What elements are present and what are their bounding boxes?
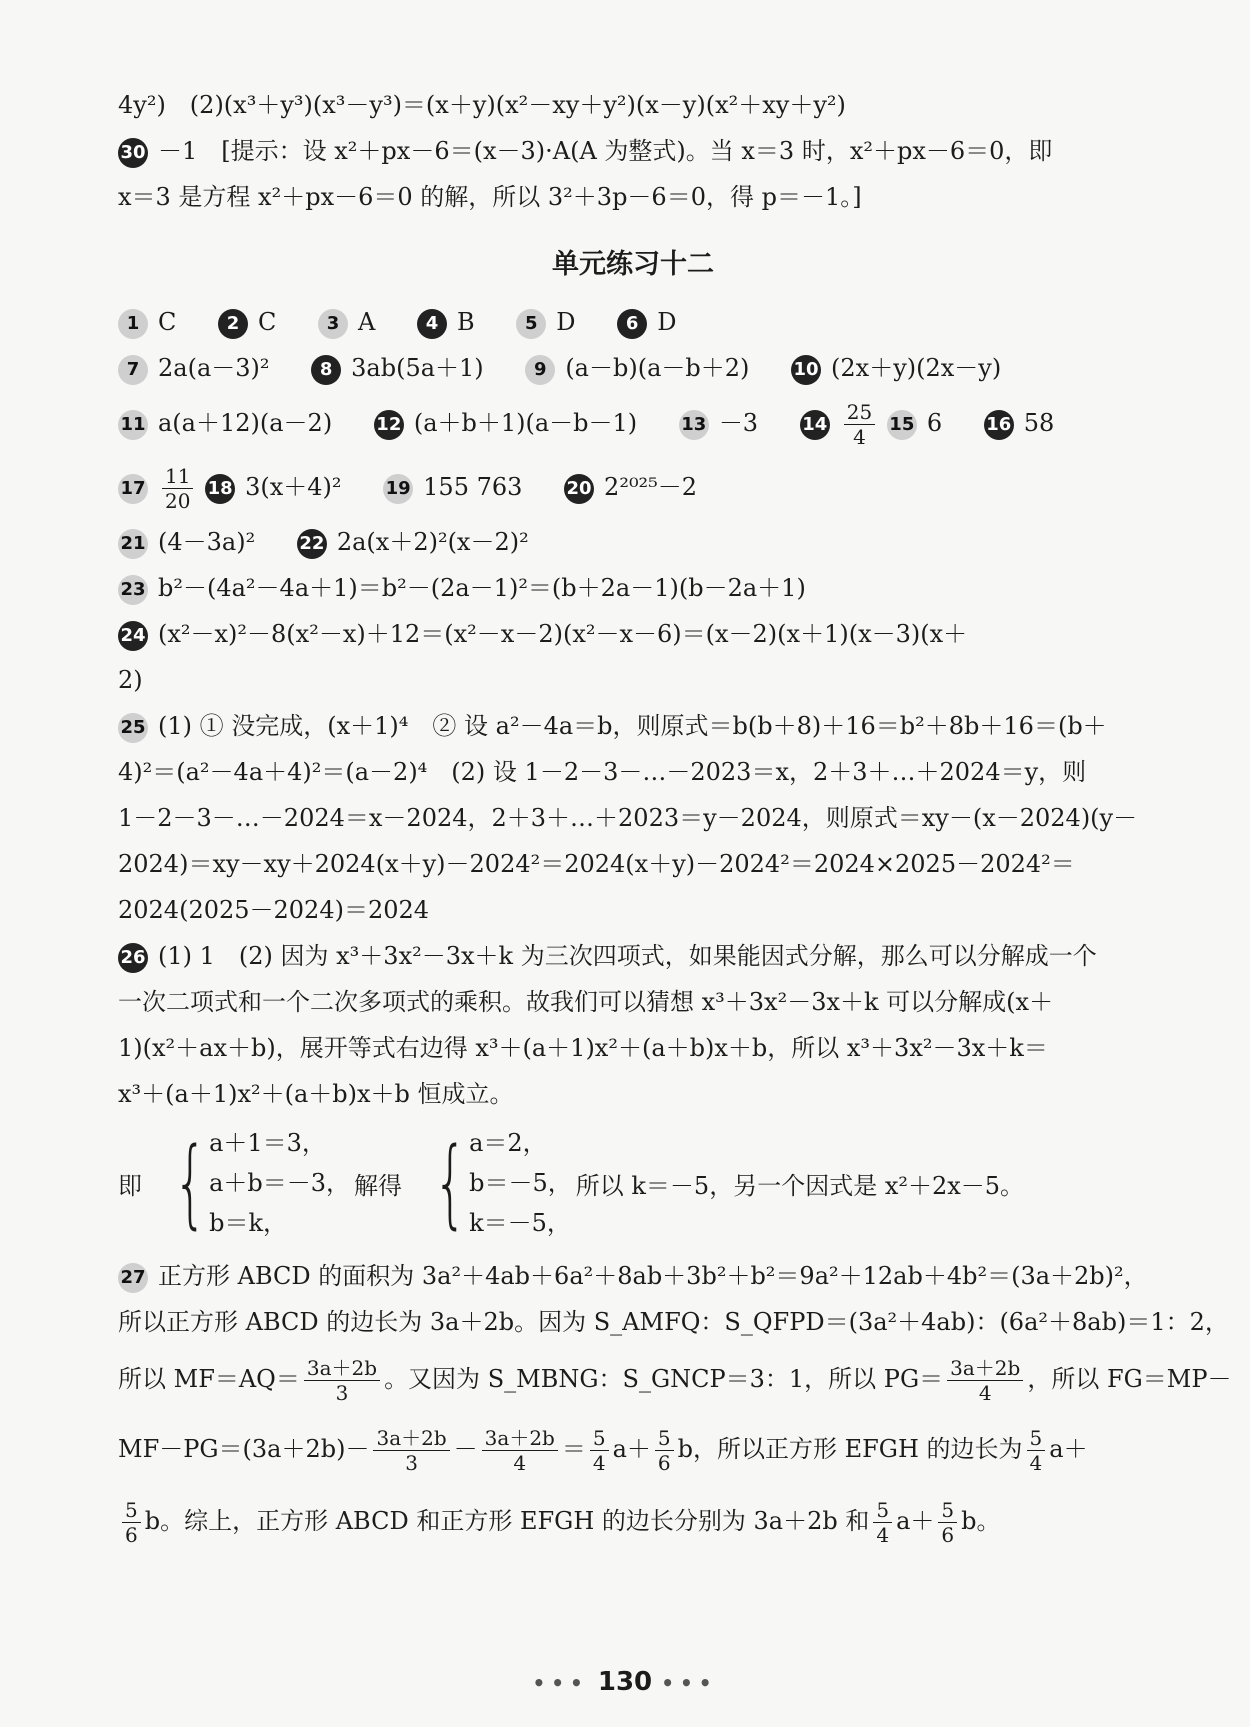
question-number-badge: 16 — [984, 410, 1014, 440]
answer-25-line-2: 4)²＝(a²－4a＋4)²＝(a－2)⁴ (2) 设 1－2－3－…－2023＝x，2＋3＋…＋2024＝y，则 — [118, 758, 1087, 786]
page-number-footer — [0, 1667, 1250, 1697]
answer-text: 3ab(5a＋1) — [351, 354, 484, 382]
denominator: 6 — [941, 1523, 955, 1547]
answer-24 — [118, 611, 1148, 657]
answer-text: C — [258, 308, 277, 336]
question-number-badge: 26 — [118, 943, 148, 973]
question-number-badge: 18 — [205, 474, 235, 504]
conclusion-text: 所以 k＝－5，另一个因式是 x²＋2x－5。 — [575, 1171, 1025, 1200]
denominator: 4 — [592, 1451, 606, 1475]
answer-text: A — [358, 308, 376, 336]
text-segment: ，所以 FG＝MP－ — [1027, 1365, 1232, 1393]
denominator: 3 — [405, 1451, 418, 1475]
denominator: 3 — [335, 1381, 349, 1405]
denominator: 6 — [657, 1451, 671, 1475]
answer-row-5 — [118, 519, 1148, 565]
fraction — [304, 1356, 380, 1405]
equation-system-row — [118, 1123, 1148, 1243]
question-number-badge: 11 — [118, 410, 148, 440]
text-segment: a＋ — [612, 1435, 651, 1463]
question-number-badge: 30 — [118, 138, 148, 168]
question-number-badge: 27 — [118, 1263, 148, 1293]
right-dots-icon: ••• — [661, 1671, 718, 1695]
answer-26-line-2: 一次二项式和一个二次多项式的乘积。故我们可以猜想 x³＋3x²－3x＋k 可以分解成(x＋ — [118, 988, 1054, 1016]
answer-row-2 — [118, 345, 1148, 391]
numerator: 5 — [938, 1498, 957, 1523]
denominator: 6 — [125, 1523, 138, 1547]
fraction — [655, 1426, 674, 1475]
answer-23 — [118, 565, 1148, 611]
question-number-badge: 21 — [118, 529, 148, 559]
numerator: 5 — [590, 1426, 609, 1451]
equation-system-2 — [406, 1123, 572, 1243]
answer-text: (a＋b＋1)(a－b－1) — [413, 409, 638, 437]
question-number-badge: 10 — [791, 355, 821, 385]
question-number-badge: 4 — [417, 309, 447, 339]
answer-text: C — [158, 308, 177, 336]
answer-row-3 — [118, 391, 1148, 455]
answer-text: 2a(a－3)² — [158, 354, 270, 382]
answer-25-line-4: 2024)＝xy－xy＋2024(x＋y)－2024²＝2024(x＋y)－2024²＝2024×2025－2024²＝ — [118, 850, 1075, 878]
answer-30-continued: x＝3 是方程 x²＋px－6＝0 的解，所以 3²＋3p－6＝0，得 p＝－1。] — [118, 183, 862, 211]
question-number-badge: 23 — [118, 575, 148, 605]
answer-text: 2²⁰²⁵－2 — [604, 473, 698, 501]
jiede-label: 解得 — [354, 1171, 403, 1200]
fraction — [590, 1426, 609, 1475]
question-number-badge: 25 — [118, 713, 148, 743]
question-number-badge: 1 — [118, 309, 148, 339]
answer-text: (1) 1 (2) 因为 x³＋3x²－3x＋k 为三次四项式，如果能因式分解，那么可以分解成一个 — [158, 942, 1097, 970]
numerator: 5 — [1027, 1426, 1046, 1451]
answer-text: －1 [提示：设 x²＋px－6＝(x－3)·A(A 为整式)。当 x＝3 时，x²＋px－6＝0，即 — [158, 137, 1053, 165]
answer-text: 2a(x＋2)²(x－2)² — [336, 528, 529, 556]
denominator: 4 — [853, 425, 866, 449]
text-segment: ＝ — [561, 1435, 586, 1463]
answer-text: (a－b)(a－b＋2) — [565, 354, 750, 382]
text-segment: MF－PG＝(3a＋2b)－ — [118, 1435, 370, 1463]
fraction — [947, 1356, 1023, 1405]
answer-text: b²－(4a²－4a＋1)＝b²－(2a－1)²＝(b＋2a－1)(b－2a＋1) — [158, 574, 806, 602]
ji-label: 即 — [118, 1171, 142, 1200]
equation: a＝2， — [469, 1129, 547, 1157]
equation: b＝k， — [209, 1209, 287, 1237]
answer-row-1 — [118, 299, 1148, 345]
answer-row-4 — [118, 455, 1148, 519]
answer-text: (x²－x)²－8(x²－x)＋12＝(x²－x－2)(x²－x－6)＝(x－2)(x＋1)(x－3)(x＋ — [158, 620, 968, 648]
denominator: 4 — [876, 1523, 890, 1547]
fraction — [873, 1498, 892, 1547]
text-segment: b。 — [961, 1507, 1001, 1535]
numerator: 3a＋2b — [304, 1356, 380, 1381]
answer-26-line-4: x³＋(a＋1)x²＋(a＋b)x＋b 恒成立。 — [118, 1080, 514, 1108]
equation: a＋1＝3， — [209, 1129, 326, 1157]
answer-30 — [118, 128, 1148, 174]
question-number-badge: 8 — [311, 355, 341, 385]
text-segment: b，所以正方形 EFGH 的边长为 — [677, 1435, 1023, 1463]
equation: b＝－5， — [469, 1169, 572, 1197]
fraction — [162, 464, 193, 513]
equation: k＝－5， — [469, 1209, 571, 1237]
answer-27-line-4 — [118, 1413, 1148, 1485]
fraction — [938, 1498, 957, 1547]
answer-27 — [118, 1253, 1148, 1299]
answer-text: (1) ① 没完成，(x＋1)⁴ ② 设 a²－4a＝b，则原式＝b(b＋8)＋16＝b²＋8b＋16＝(b＋ — [158, 712, 1107, 740]
left-dots-icon: ••• — [532, 1671, 589, 1695]
question-number-badge: 9 — [525, 355, 555, 385]
question-number-badge: 3 — [318, 309, 348, 339]
question-number-badge: 24 — [118, 621, 148, 651]
fraction — [482, 1426, 558, 1475]
denominator: 4 — [1029, 1451, 1043, 1475]
answer-text: 正方形 ABCD 的面积为 3a²＋4ab＋6a²＋8ab＋3b²＋b²＝9a²＋12ab＋4b²＝(3a＋2b)²， — [158, 1262, 1148, 1290]
text-segment: 。又因为 S_MBNG：S_GNCP＝3：1，所以 PG＝ — [384, 1365, 944, 1393]
left-brace-icon: { — [173, 1127, 208, 1239]
answer-24-continued: 2) — [118, 666, 143, 694]
answer-text: 58 — [1023, 409, 1055, 437]
question-number-badge: 17 — [118, 474, 148, 504]
answer-25 — [118, 703, 1148, 749]
answer-25-line-5: 2024(2025－2024)＝2024 — [118, 896, 430, 924]
numerator: 25 — [844, 400, 875, 425]
answer-text: 6 — [926, 409, 943, 437]
question-number-badge: 7 — [118, 355, 148, 385]
answer-27-line-5 — [118, 1485, 1148, 1557]
question-number-badge: 14 — [800, 410, 830, 440]
text-segment: － — [453, 1435, 478, 1463]
numerator: 5 — [873, 1498, 892, 1523]
answer-27-line-3 — [118, 1345, 1232, 1413]
equation-system-1 — [146, 1123, 350, 1243]
numerator: 5 — [122, 1498, 141, 1523]
left-brace-icon: { — [433, 1127, 468, 1239]
answer-26 — [118, 933, 1148, 979]
answer-text: 3(x＋4)² — [245, 473, 342, 501]
question-number-badge: 6 — [617, 309, 647, 339]
answer-text: －3 — [718, 409, 759, 437]
answer-text: D — [556, 308, 576, 336]
section-title: 单元练习十二 — [552, 249, 714, 280]
answer-text: a(a＋12)(a－2) — [158, 409, 333, 437]
numerator: 3a＋2b — [947, 1356, 1023, 1381]
denominator: 20 — [165, 489, 191, 513]
answer-text: (4－3a)² — [158, 528, 256, 556]
question-number-badge: 12 — [374, 410, 404, 440]
question-number-badge: 22 — [297, 529, 327, 559]
page-number: 130 — [597, 1667, 653, 1697]
question-number-badge: 20 — [564, 474, 594, 504]
text-segment: b。综上，正方形 ABCD 和正方形 EFGH 的边长分别为 3a＋2b 和 — [144, 1507, 870, 1535]
text-segment: a＋ — [896, 1507, 935, 1535]
answer-text: (2x＋y)(2x－y) — [831, 354, 1002, 382]
denominator: 4 — [978, 1381, 992, 1405]
numerator: 11 — [162, 464, 193, 489]
equation: a＋b＝－3， — [209, 1169, 351, 1197]
page-content — [118, 82, 1232, 1557]
question-number-badge: 5 — [516, 309, 546, 339]
text-segment: 所以 MF＝AQ＝ — [118, 1365, 300, 1393]
answer-text: 155 763 — [423, 473, 523, 501]
question-number-badge: 15 — [887, 410, 917, 440]
question-number-badge: 19 — [383, 474, 413, 504]
continued-answer-line: 4y²) (2)(x³＋y³)(x³－y³)＝(x＋y)(x²－xy＋y²)(x－y)(x²＋xy＋y²) — [118, 91, 846, 119]
numerator: 5 — [655, 1426, 674, 1451]
numerator: 3a＋2b — [373, 1426, 449, 1451]
answer-25-line-3: 1－2－3－…－2024＝x－2024，2＋3＋…＋2023＝y－2024，则原式＝xy－(x－2024)(y－ — [118, 804, 1138, 832]
fraction — [122, 1498, 141, 1547]
fraction — [844, 400, 875, 449]
fraction — [373, 1426, 449, 1475]
numerator: 3a＋2b — [482, 1426, 558, 1451]
answer-26-line-3: 1)(x²＋ax＋b)，展开等式右边得 x³＋(a＋1)x²＋(a＋b)x＋b，所以 x³＋3x²－3x＋k＝ — [118, 1034, 1048, 1062]
denominator: 4 — [513, 1451, 527, 1475]
answer-text: D — [657, 308, 677, 336]
answer-27-line-2: 所以正方形 ABCD 的边长为 3a＋2b。因为 S_AMFQ：S_QFPD＝(3a²＋4ab)：(6a²＋8ab)＝1：2， — [118, 1308, 1229, 1336]
fraction — [1027, 1426, 1046, 1475]
text-segment: a＋ — [1049, 1435, 1088, 1463]
answer-text: B — [457, 308, 475, 336]
question-number-badge: 2 — [218, 309, 248, 339]
question-number-badge: 13 — [679, 410, 709, 440]
